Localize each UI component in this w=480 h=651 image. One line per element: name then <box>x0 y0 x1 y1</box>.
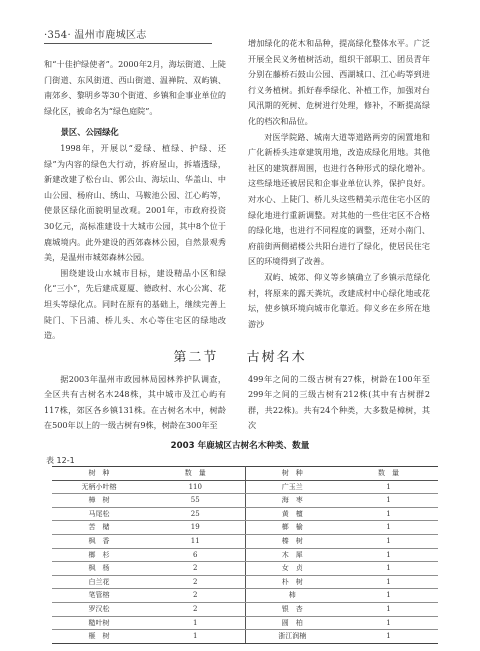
paragraph: 据2003年温州市政园林局园林养护队调查，全区共有古树名木248株，其中城市及江心屿有117株，郊区各乡镇131株。在古树名木中，树龄在500年以上的一级古树有9株，树龄在300年至 <box>44 374 226 431</box>
right-column <box>248 36 430 332</box>
section-heading <box>0 346 480 365</box>
table-row <box>52 521 438 535</box>
count-cell: 6 <box>146 548 245 562</box>
species-cell: 枫 香 <box>52 534 146 548</box>
paragraph: 双屿、城郊、仰义等乡镇确立了乡镇示范绿化村，将原来的露天粪坑，改建成村中心绿化地或花坛，使乡镇环境向城市化靠近。仰义乡在乡所在地游沙 <box>248 271 430 329</box>
species-cell: 枫 杨 <box>52 562 146 576</box>
left-column <box>44 57 226 344</box>
species-cell: 马尾松 <box>52 507 146 521</box>
paragraph: 499年之间的二级古树有27株，树龄在100年至299年之间的三级古树有212株(其中有古树群2群，共22株)。共有24个种类，大多数是樟树，其次 <box>248 374 430 431</box>
paragraph: 增加绿化的花木和品种，提高绿化整体水平。广泛开展全民义务植树活动，组织干部职工、团员青年分别在藤桥石鼓山公园、西湖城口、江心屿等到进行义务植树。抓好春季绿化、补植工作，加强对台风汛期的死树、危树进行处理，修补，不断提高绿化的档次和品位。 <box>248 38 430 126</box>
species-cell: 黄 檀 <box>245 507 339 521</box>
count-cell: 25 <box>146 507 245 521</box>
species-cell: 柿 <box>245 589 339 603</box>
section-number: 第二节 <box>173 350 219 365</box>
species-cell: 苦 槠 <box>52 521 146 535</box>
count-cell: 2 <box>146 602 245 616</box>
header-cell: 数 量 <box>339 467 438 481</box>
table-row <box>52 575 438 589</box>
paragraph: 对医学院路、城南大道等道路两旁的闲置地和广化新桥头违章建筑用地，改造成绿化用地。其他社区的建筑群周围，也进行各种形式的绿化增补。这些绿地还被居民和企事业单位认养，保护良好。对水心、上陡门、桥儿头这些精美示范住宅小区的绿化地进行重新调整。对其他的一些住宅区不合格的绿化地，也进行不同程度的调整，还对小南门、府前街两侧裙楼公共阳台进行了绿化，使居民住宅区的环境得到了改善。 <box>248 131 430 267</box>
count-cell: 1 <box>339 575 438 589</box>
species-cell: 无柄小叶榕 <box>52 480 146 494</box>
count-cell: 1 <box>339 507 438 521</box>
section-title: 古树名木 <box>246 350 307 365</box>
species-cell: 朴 树 <box>245 575 339 589</box>
section-body-left <box>44 372 226 434</box>
count-cell: 11 <box>146 534 245 548</box>
count-cell: 2 <box>146 562 245 576</box>
paragraph: 1998年，开展以“爱绿、植绿、护绿、还绿”为内容的绿色大行动，拆府屋山，拆墙透绿，新建改建了松台山、郭公山、海坛山、华盖山、中山公园、杨府山、绣山、马鞍池公园、江心屿等，使景区绿化面貌明显改观。2001年，市政府投资30亿元，高标准建设十大城市公园，其中8个位于鹿城境内。此外建设的西郊森林公园，自然景观秀美，是温州市城郊森林公园。 <box>44 142 226 263</box>
table-body <box>52 480 438 643</box>
species-cell: 糙叶树 <box>52 616 146 630</box>
species-cell: 笔管榕 <box>52 589 146 603</box>
table-row <box>52 507 438 521</box>
table-row <box>52 602 438 616</box>
species-cell: 罗汉松 <box>52 602 146 616</box>
species-cell: 榧 树 <box>52 630 146 644</box>
table-number: 表 12-1 <box>46 456 75 465</box>
count-cell: 1 <box>339 602 438 616</box>
header-cell: 数 量 <box>146 467 245 481</box>
count-cell: 19 <box>146 521 245 535</box>
paragraph: 围绕建设山水城市目标，建设精品小区和绿化“三小”，先后建成夏厦、德政村、水心公寓、花坦头等绿化点。同时在原有的基础上，继续完善上陡门、下吕浦、桥儿头、水心等住宅区的绿地改造。 <box>44 267 226 341</box>
table-row <box>52 589 438 603</box>
species-cell: 浙江润楠 <box>245 630 339 644</box>
species-cell: 木 犀 <box>245 548 339 562</box>
table-row <box>52 494 438 508</box>
table-row <box>52 534 438 548</box>
header-cell: 树 种 <box>245 467 339 481</box>
species-cell: 圆 柏 <box>245 616 339 630</box>
species-cell: 白兰花 <box>52 575 146 589</box>
table-header-row <box>52 467 438 481</box>
table-row <box>52 480 438 494</box>
running-head: ·354· 温州市鹿城区志 <box>44 30 147 41</box>
count-cell: 55 <box>146 494 245 508</box>
species-cell: 银 杏 <box>245 602 339 616</box>
species-cell: 女 贞 <box>245 562 339 576</box>
species-cell: 广玉兰 <box>245 480 339 494</box>
count-cell: 1 <box>146 616 245 630</box>
count-cell: 1 <box>339 534 438 548</box>
species-cell: 榔 榆 <box>245 521 339 535</box>
species-cell: 樟 树 <box>52 494 146 508</box>
count-cell: 2 <box>146 589 245 603</box>
count-cell: 1 <box>146 630 245 644</box>
count-cell: 110 <box>146 480 245 494</box>
header-cell: 树 种 <box>52 467 146 481</box>
count-cell: 1 <box>339 548 438 562</box>
table-row <box>52 616 438 630</box>
tree-species-table <box>52 466 438 644</box>
table-row <box>52 630 438 644</box>
count-cell: 1 <box>339 521 438 535</box>
count-cell: 1 <box>339 562 438 576</box>
table-row <box>52 562 438 576</box>
species-cell: 海 枣 <box>245 494 339 508</box>
paragraph: 和“十佳护绿使者”。2000年2月，海坛街道、上陡门街道、东风街道、西山街道、温禅院、双屿镇、南郊乡、黎明乡等30个街道、乡镇和企事业单位的绿化区，被命名为“绿色庭院”。 <box>44 59 226 116</box>
header-rule <box>44 43 212 44</box>
table-row <box>52 548 438 562</box>
species-cell: 榛 树 <box>245 534 339 548</box>
count-cell: 1 <box>339 480 438 494</box>
section-body-right <box>248 372 430 434</box>
count-cell: 1 <box>339 616 438 630</box>
count-cell: 1 <box>339 589 438 603</box>
table-caption: 2003 年鹿城区古树名木种类、数量 <box>170 441 310 451</box>
subsection-heading: 景区、公园绿化 <box>60 127 119 138</box>
count-cell: 1 <box>339 494 438 508</box>
species-cell: 榔 杉 <box>52 548 146 562</box>
count-cell: 2 <box>146 575 245 589</box>
count-cell: 1 <box>339 630 438 644</box>
